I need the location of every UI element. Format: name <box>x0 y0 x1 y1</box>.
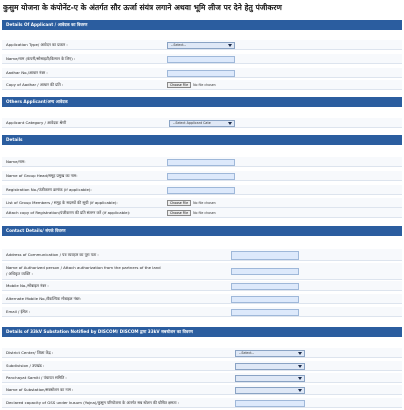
application-type-select[interactable] <box>167 42 235 49</box>
aadhar-input[interactable] <box>167 70 235 77</box>
chevron-down-icon <box>298 352 302 355</box>
mobile-label: Mobile No./मोबाइल नंबर : <box>6 283 49 288</box>
row-registration-copy <box>2 208 402 218</box>
registration-choose-file-button[interactable]: Choose File <box>167 210 191 216</box>
row-mobile <box>2 281 402 291</box>
registration-no-input[interactable] <box>167 187 235 194</box>
group-members-no-file-text: No file chosen <box>193 200 216 205</box>
email-label: Email / ईमेल : <box>6 309 31 314</box>
row-details-name <box>2 157 402 167</box>
aadhar-label: Aadhar No./आधार नंबर : <box>6 70 48 75</box>
applicant-category-label: Applicant Category / आवेदक श्रेणी <box>6 120 67 125</box>
registration-no-file-text: No file chosen <box>193 210 216 215</box>
declared-capacity-input[interactable] <box>235 400 305 407</box>
row-declared-capacity <box>2 398 402 408</box>
subdivision-label: Subdivision / उपखंड : <box>6 363 45 368</box>
subdivision-select[interactable] <box>235 363 305 370</box>
section-header-applicant: Details Of Applicant / आवेदक का विवरण <box>2 20 402 30</box>
row-alternate-mobile <box>2 294 402 304</box>
group-members-file <box>167 200 216 207</box>
row-application-type <box>2 40 402 50</box>
row-group-head <box>2 171 402 181</box>
row-group-members <box>2 198 402 208</box>
chevron-down-icon <box>298 365 302 368</box>
row-subdivision <box>2 361 402 371</box>
applicant-category-value: --Select Applicant Cate <box>173 120 211 125</box>
section-header-substation: Details of 33kV Substation Notified by DISCOM/ DISCOM द्वारा 33kV सबस्टेशन का विवरण <box>2 327 402 337</box>
registration-no-label: Registration No./पंजीकरण क्रमांक (if applicable): <box>6 187 92 192</box>
group-members-label: List of Group Members / समूह के सदस्यों की सूची (if applicable): <box>6 200 118 205</box>
authorized-person-label-line2: / अधिकृत व्यक्ति : <box>6 271 33 276</box>
section-header-others: Others Applicant/अन्य आवेदक <box>2 97 402 107</box>
address-input[interactable] <box>231 251 299 260</box>
application-type-value: --Select-- <box>171 42 186 47</box>
panchayat-label: Panchayat Samiti / पंचायत समिति : <box>6 375 67 380</box>
alternate-mobile-label: Alternate Mobile No./वैकल्पिक मोबाइल नंबर: <box>6 296 81 301</box>
alternate-mobile-input[interactable] <box>231 296 299 303</box>
district-label: District Center/ जिला केंद्र : <box>6 350 54 355</box>
group-members-choose-file-button[interactable]: Choose File <box>167 200 191 206</box>
registration-copy-file <box>167 210 216 217</box>
declared-capacity-label: Declared capacity of GSS under kusum (Yojna)/कुसुम परियोजना के अंतर्गत सब स्टेशन की घोषित क्षमता : <box>6 400 180 405</box>
row-aadhar-copy <box>2 80 402 90</box>
address-label: Address of Communication / पत्र व्यवहार का पूरा पता : <box>6 252 99 257</box>
aadhar-choose-file-button[interactable]: Choose File <box>167 82 191 88</box>
row-address <box>2 249 402 261</box>
district-select[interactable] <box>235 350 305 357</box>
chevron-down-icon <box>228 122 232 125</box>
district-value: --Select-- <box>239 350 254 355</box>
row-substation-name <box>2 385 402 395</box>
mobile-input[interactable] <box>231 283 299 290</box>
section-header-contact: Contact Details/ संपर्क विवरण <box>2 226 402 236</box>
row-registration-no <box>2 185 402 195</box>
aadhar-copy-label: Copy of Aadhar / आधार की प्रति : <box>6 82 64 87</box>
row-district <box>2 348 402 358</box>
row-authorized-person <box>2 263 402 280</box>
chevron-down-icon <box>298 389 302 392</box>
panchayat-select[interactable] <box>235 375 305 382</box>
substation-name-select[interactable] <box>235 387 305 394</box>
aadhar-copy-file <box>167 82 216 89</box>
authorized-person-label-line1: Name of Authorized person / Attach authorization from the partners of the land <box>6 265 161 270</box>
row-email <box>2 307 402 317</box>
section-header-details: Details <box>2 135 402 145</box>
substation-name-label: Name of Substation/सबस्टेशन का नाम : <box>6 387 74 392</box>
group-head-input[interactable] <box>167 173 235 180</box>
name-input[interactable] <box>167 56 235 63</box>
row-applicant-category <box>2 118 402 128</box>
details-name-input[interactable] <box>167 159 235 166</box>
registration-copy-label: Attach copy of Registration/पंजीकरण की प्रति संलग्न करें (if applicable): <box>6 210 131 215</box>
row-aadhar <box>2 68 402 78</box>
application-type-label: Application Type/ आवेदन का प्रकार : <box>6 42 68 47</box>
page-title: कुसुम योजना के कंपोनेंट-ए के अंतर्गत सौर ऊर्जा संयंत्र लगाने अथवा भूमि लीज पर देने हेतु पंजीकरण <box>3 3 282 12</box>
name-label: Name/नाम (कंपनी/सोसाइटी/किसान के लिए) : <box>6 56 76 61</box>
applicant-category-select[interactable] <box>169 120 235 127</box>
aadhar-no-file-text: No file chosen <box>193 82 216 87</box>
chevron-down-icon <box>228 44 232 47</box>
chevron-down-icon <box>298 377 302 380</box>
row-name <box>2 54 402 64</box>
group-head-label: Name of Group Head/समूह प्रमुख का नाम: <box>6 173 78 178</box>
row-panchayat <box>2 373 402 383</box>
authorized-person-input[interactable] <box>231 268 299 275</box>
details-name-label: Name/नाम: <box>6 159 26 164</box>
email-input[interactable] <box>231 309 299 316</box>
